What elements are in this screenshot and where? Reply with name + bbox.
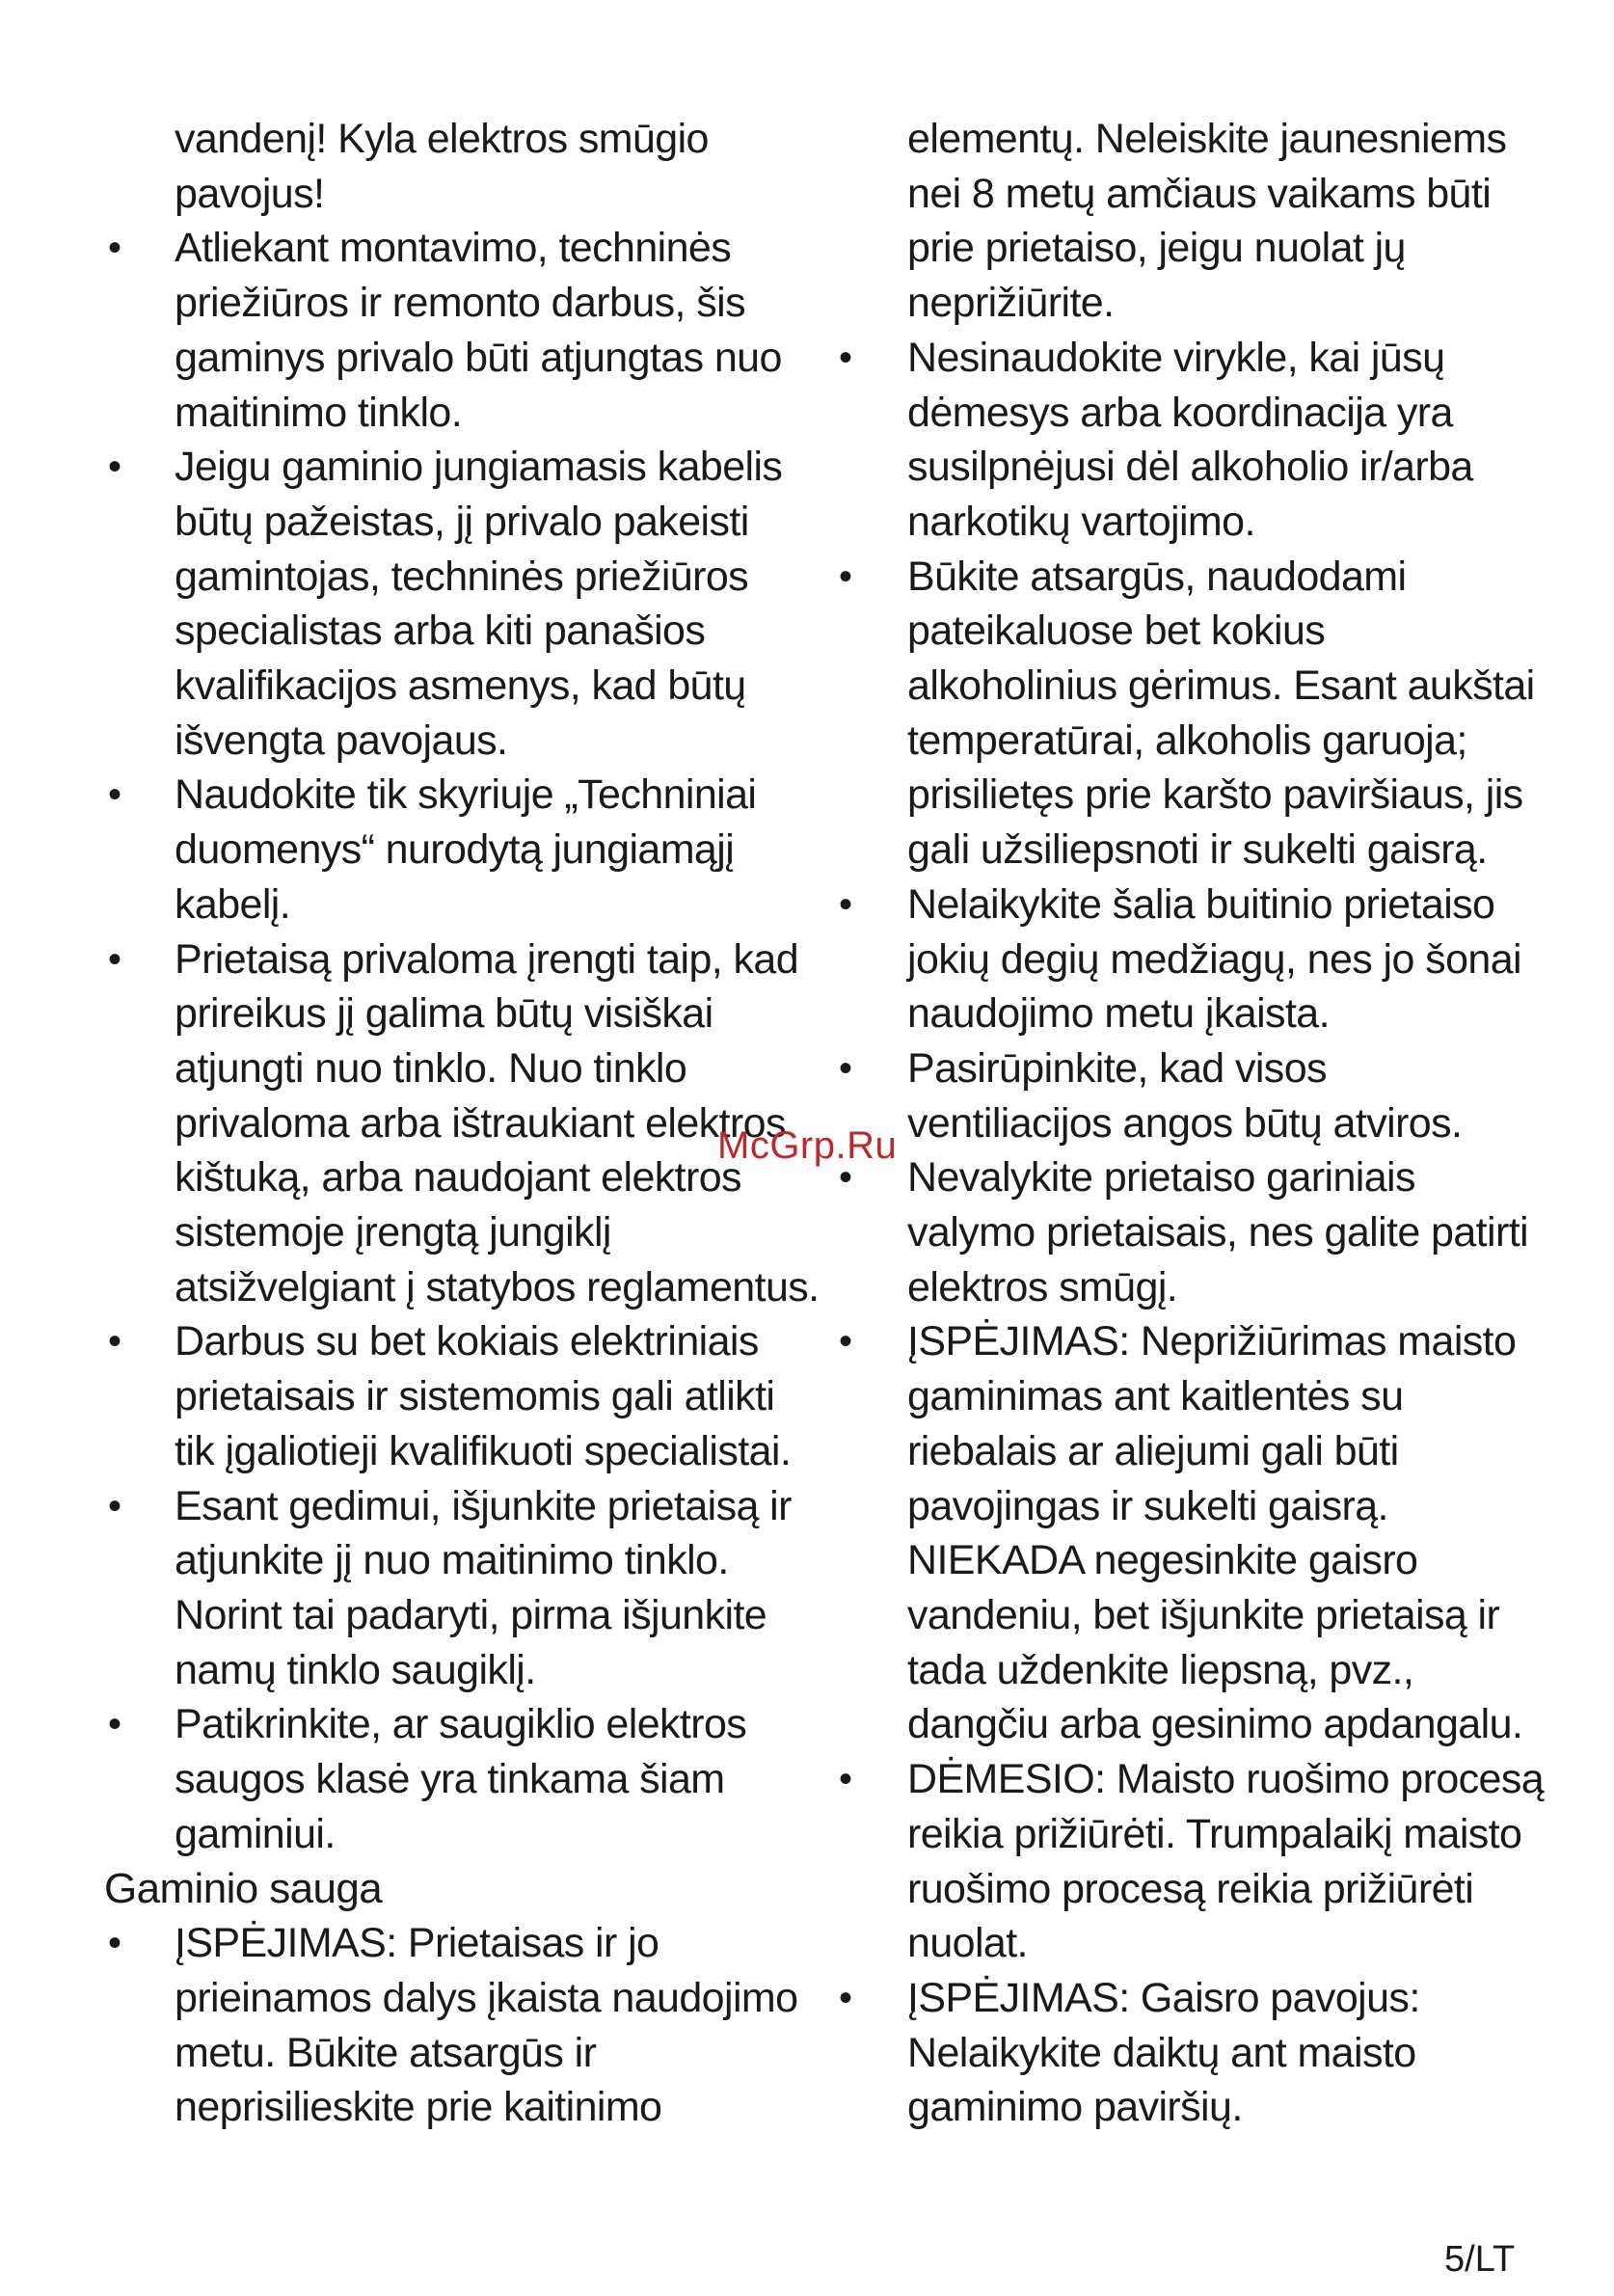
list-item-text: Atliekant montavimo, techninės priežiūros ir remonto darbus, šis gaminys privalo būti atjungtas nuo maitinimo tinklo. [175, 225, 782, 436]
left-continuation-text: vandenį! Kyla elektros smūgio pavojus! [175, 116, 709, 217]
bullet-icon: • [108, 1320, 121, 1364]
list-item-text: Naudokite tik skyriuje „Techniniai duomenys“ nurodytą jungiamąjį kabelį. [175, 771, 757, 928]
list-item-text: Pasirūpinkite, kad visos ventiliacijos angos būtų atviros. [907, 1044, 1463, 1147]
list-item [0, 331, 1543, 550]
list-item-text: Esant gedimui, išjunkite prietaisą ir atjunkite jį nuo maitinimo tinklo. Norint tai padaryti, pirma išjunkite namų tinklo saugiklį. [175, 1482, 792, 1693]
bullet-icon: • [839, 554, 852, 598]
section-heading: Gaminio sauga [104, 1864, 383, 1912]
bullet-icon: • [108, 773, 121, 817]
bullet-icon: • [839, 1156, 852, 1200]
list-item-text: Nesinaudokite virykle, kai jūsų dėmesys arba koordinacija yra susilpnėjusi dėl alkoholio ir/arba narkotikų vartojimo. [907, 334, 1473, 545]
right-continuation-text: elementų. Neleiskite jaunesniems nei 8 metų amčiaus vaikams būti prie prietaiso, jeigu nuolat jų neprižiūrite. [907, 116, 1507, 327]
list-item-text: ĮSPĖJIMAS: Gaisro pavojus: Nelaikykite daiktų ant maisto gaminimo paviršių. [907, 1974, 1420, 2131]
bullet-icon: • [108, 1922, 121, 1965]
list-item-text: Nevalykite prietaiso gariniais valymo prietaisais, nes galite patirti elektros smūgį. [907, 1154, 1528, 1310]
bullet-icon: • [839, 882, 852, 926]
list-item-text: Prietaisą privaloma įrengti taip, kad prireikus jį galima būtų visiškai atjungti nuo tinklo. Nuo tinklo privaloma arba ištraukiant elektros kištuką, arba naudojant elektros sistemoje įrengtą jungiklį atsižvelgiant į statybos reglamentus. [175, 935, 820, 1310]
list-item-text: DĖMESIO: Maisto ruošimo procesą reikia prižiūrėti. Trumpalaikį maisto ruošimo procesą reikia prižiūrėti nuolat. [907, 1756, 1545, 1967]
list-item [0, 550, 1543, 878]
bullet-icon: • [108, 227, 121, 270]
bullet-icon: • [108, 1703, 121, 1746]
bullet-icon: • [839, 1046, 852, 1090]
list-item [0, 1971, 1543, 2135]
watermark-text: McGrp.Ru [717, 1124, 898, 1167]
bullet-icon: • [108, 446, 121, 489]
list-item [0, 878, 1543, 1041]
bullet-icon: • [108, 937, 121, 981]
list-item-text: Patikrinkite, ar saugiklio elektros saugos klasė yra tinkama šiam gaminiui. [175, 1701, 747, 1857]
bullet-icon: • [839, 1320, 852, 1364]
list-item-text: ĮSPĖJIMAS: Prietaisas ir jo prieinamos dalys įkaista naudojimo metu. Būkite atsargūs ir neprisilieskite prie kaitinimo [175, 1920, 798, 2131]
list-item-text: ĮSPĖJIMAS: Neprižiūrimas maisto gaminimas ant kaitlentės su riebalais ar aliejumi gali būti pavojingas ir sukelti gaisrą. NIEKADA negesinkite gaisro vandeniu, bet išjunkite prietaisą ir tada uždenkite liepsną, pvz., dangčiu arba gesinimo apdangalu. [907, 1318, 1523, 1748]
list-item-text: Darbus su bet kokiais elektriniais prietaisais ir sistemomis gali atlikti tik įgaliotieji kvalifikuoti specialistai. [175, 1318, 792, 1474]
list-item-text: Būkite atsargūs, naudodami pateikaluose bet kokius alkoholinius gėrimus. Esant aukštai temperatūrai, alkoholis garuoja; prisilietęs prie karšto paviršiaus, jis gali užsiliepsnoti ir sukelti gaisrą. [907, 553, 1535, 874]
right-column [0, 112, 1543, 2135]
bullet-icon: • [839, 1758, 852, 1801]
bullet-icon: • [839, 336, 852, 379]
list-item-text: Jeigu gaminio jungiamasis kabelis būtų pažeistas, jį privalo pakeisti gamintojas, techninės priežiūros specialistas arba kiti panašios kvalifikacijos asmenys, kad būtų išvengta pavojaus. [175, 444, 783, 764]
list-item [0, 1314, 1543, 1752]
list-item-text: Nelaikykite šalia buitinio prietaiso jokių degių medžiagų, nes jo šonai naudojimo metu įkaista. [907, 880, 1521, 1038]
bullet-icon: • [839, 1976, 852, 2019]
list-item [0, 1150, 1543, 1314]
bullet-icon: • [108, 1484, 121, 1527]
page-number: 5/LT [1444, 2239, 1516, 2280]
list-item [0, 1752, 1543, 1971]
